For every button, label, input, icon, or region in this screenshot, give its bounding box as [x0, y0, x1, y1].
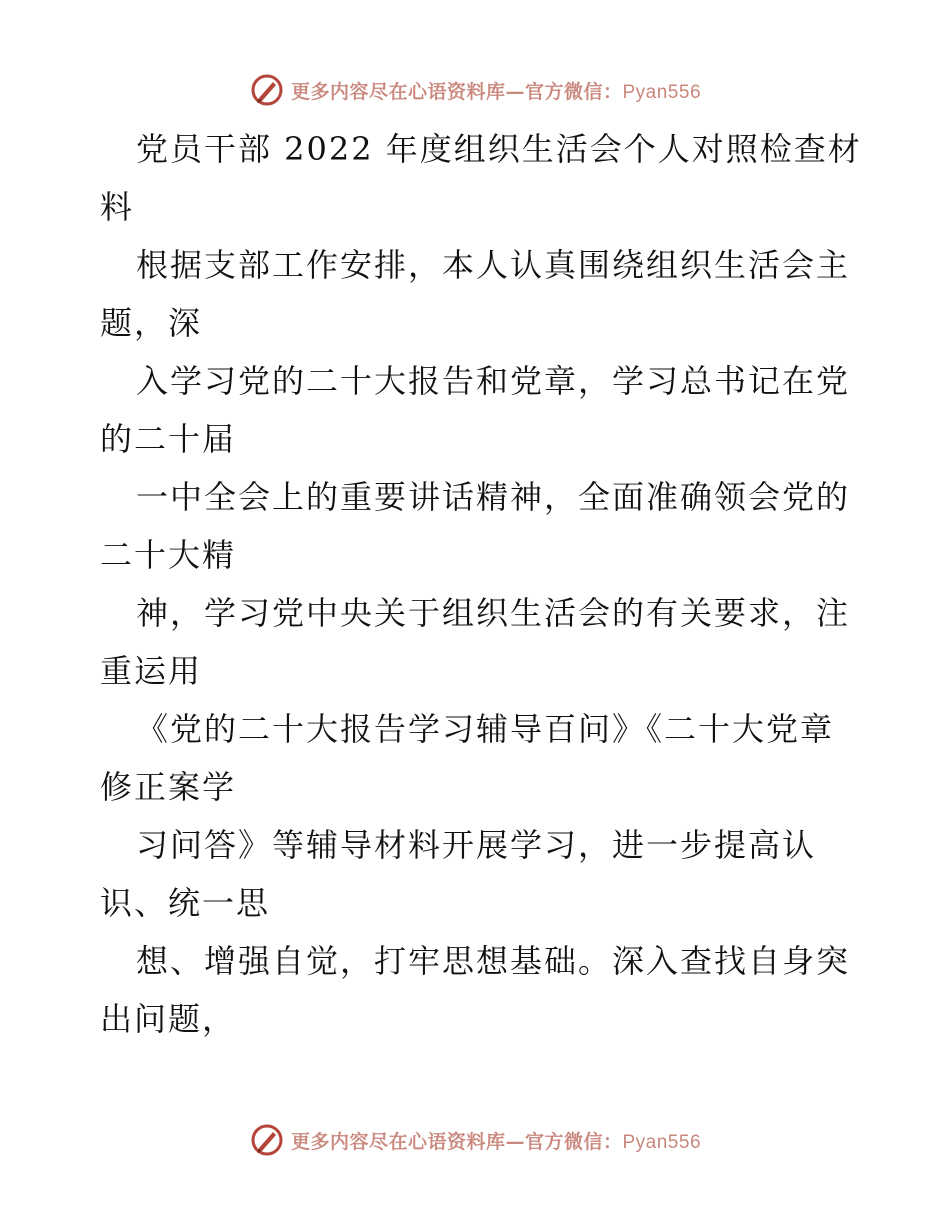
text-line: 一中全会上的重要讲话精神，全面准确领会党的 [136, 478, 851, 516]
text-line: 题，深 [100, 304, 203, 342]
text-line: 根据支部工作安排，本人认真围绕组织生活会主 [136, 246, 851, 284]
text-line: 想、增强自觉，打牢思想基础。深入查找自身突 [136, 942, 851, 980]
header-banner [0, 70, 950, 110]
footer-banner [0, 1120, 950, 1160]
text-line: 修正案学 [100, 768, 237, 806]
text-line: 重运用 [100, 652, 203, 690]
text-line: 二十大精 [100, 536, 237, 574]
text-line: 的二十届 [100, 420, 237, 458]
text-line: 神，学习党中央关于组织生活会的有关要求，注 [136, 594, 851, 632]
text-line: 党员干部 2022 年度组织生活会个人对照检查材 [136, 130, 862, 168]
text-line: 料 [100, 188, 135, 226]
pen-logo-icon [249, 1122, 285, 1158]
banner-text: 更多内容尽在心语资料库—官方微信：Pyan556 [290, 80, 702, 103]
text-line: 习问答》等辅导材料开展学习，进一步提高认 [136, 826, 817, 864]
pen-logo-icon [249, 72, 285, 108]
text-line: 识、统一思 [100, 884, 271, 922]
text-line: 出问题， [100, 1000, 237, 1038]
banner-text: 更多内容尽在心语资料库—官方微信：Pyan556 [290, 1130, 702, 1153]
text-line: 入学习党的二十大报告和党章，学习总书记在党 [136, 362, 851, 400]
text-line: 《党的二十大报告学习辅导百问》《二十大党章 [136, 710, 835, 748]
document-body [100, 120, 860, 1048]
